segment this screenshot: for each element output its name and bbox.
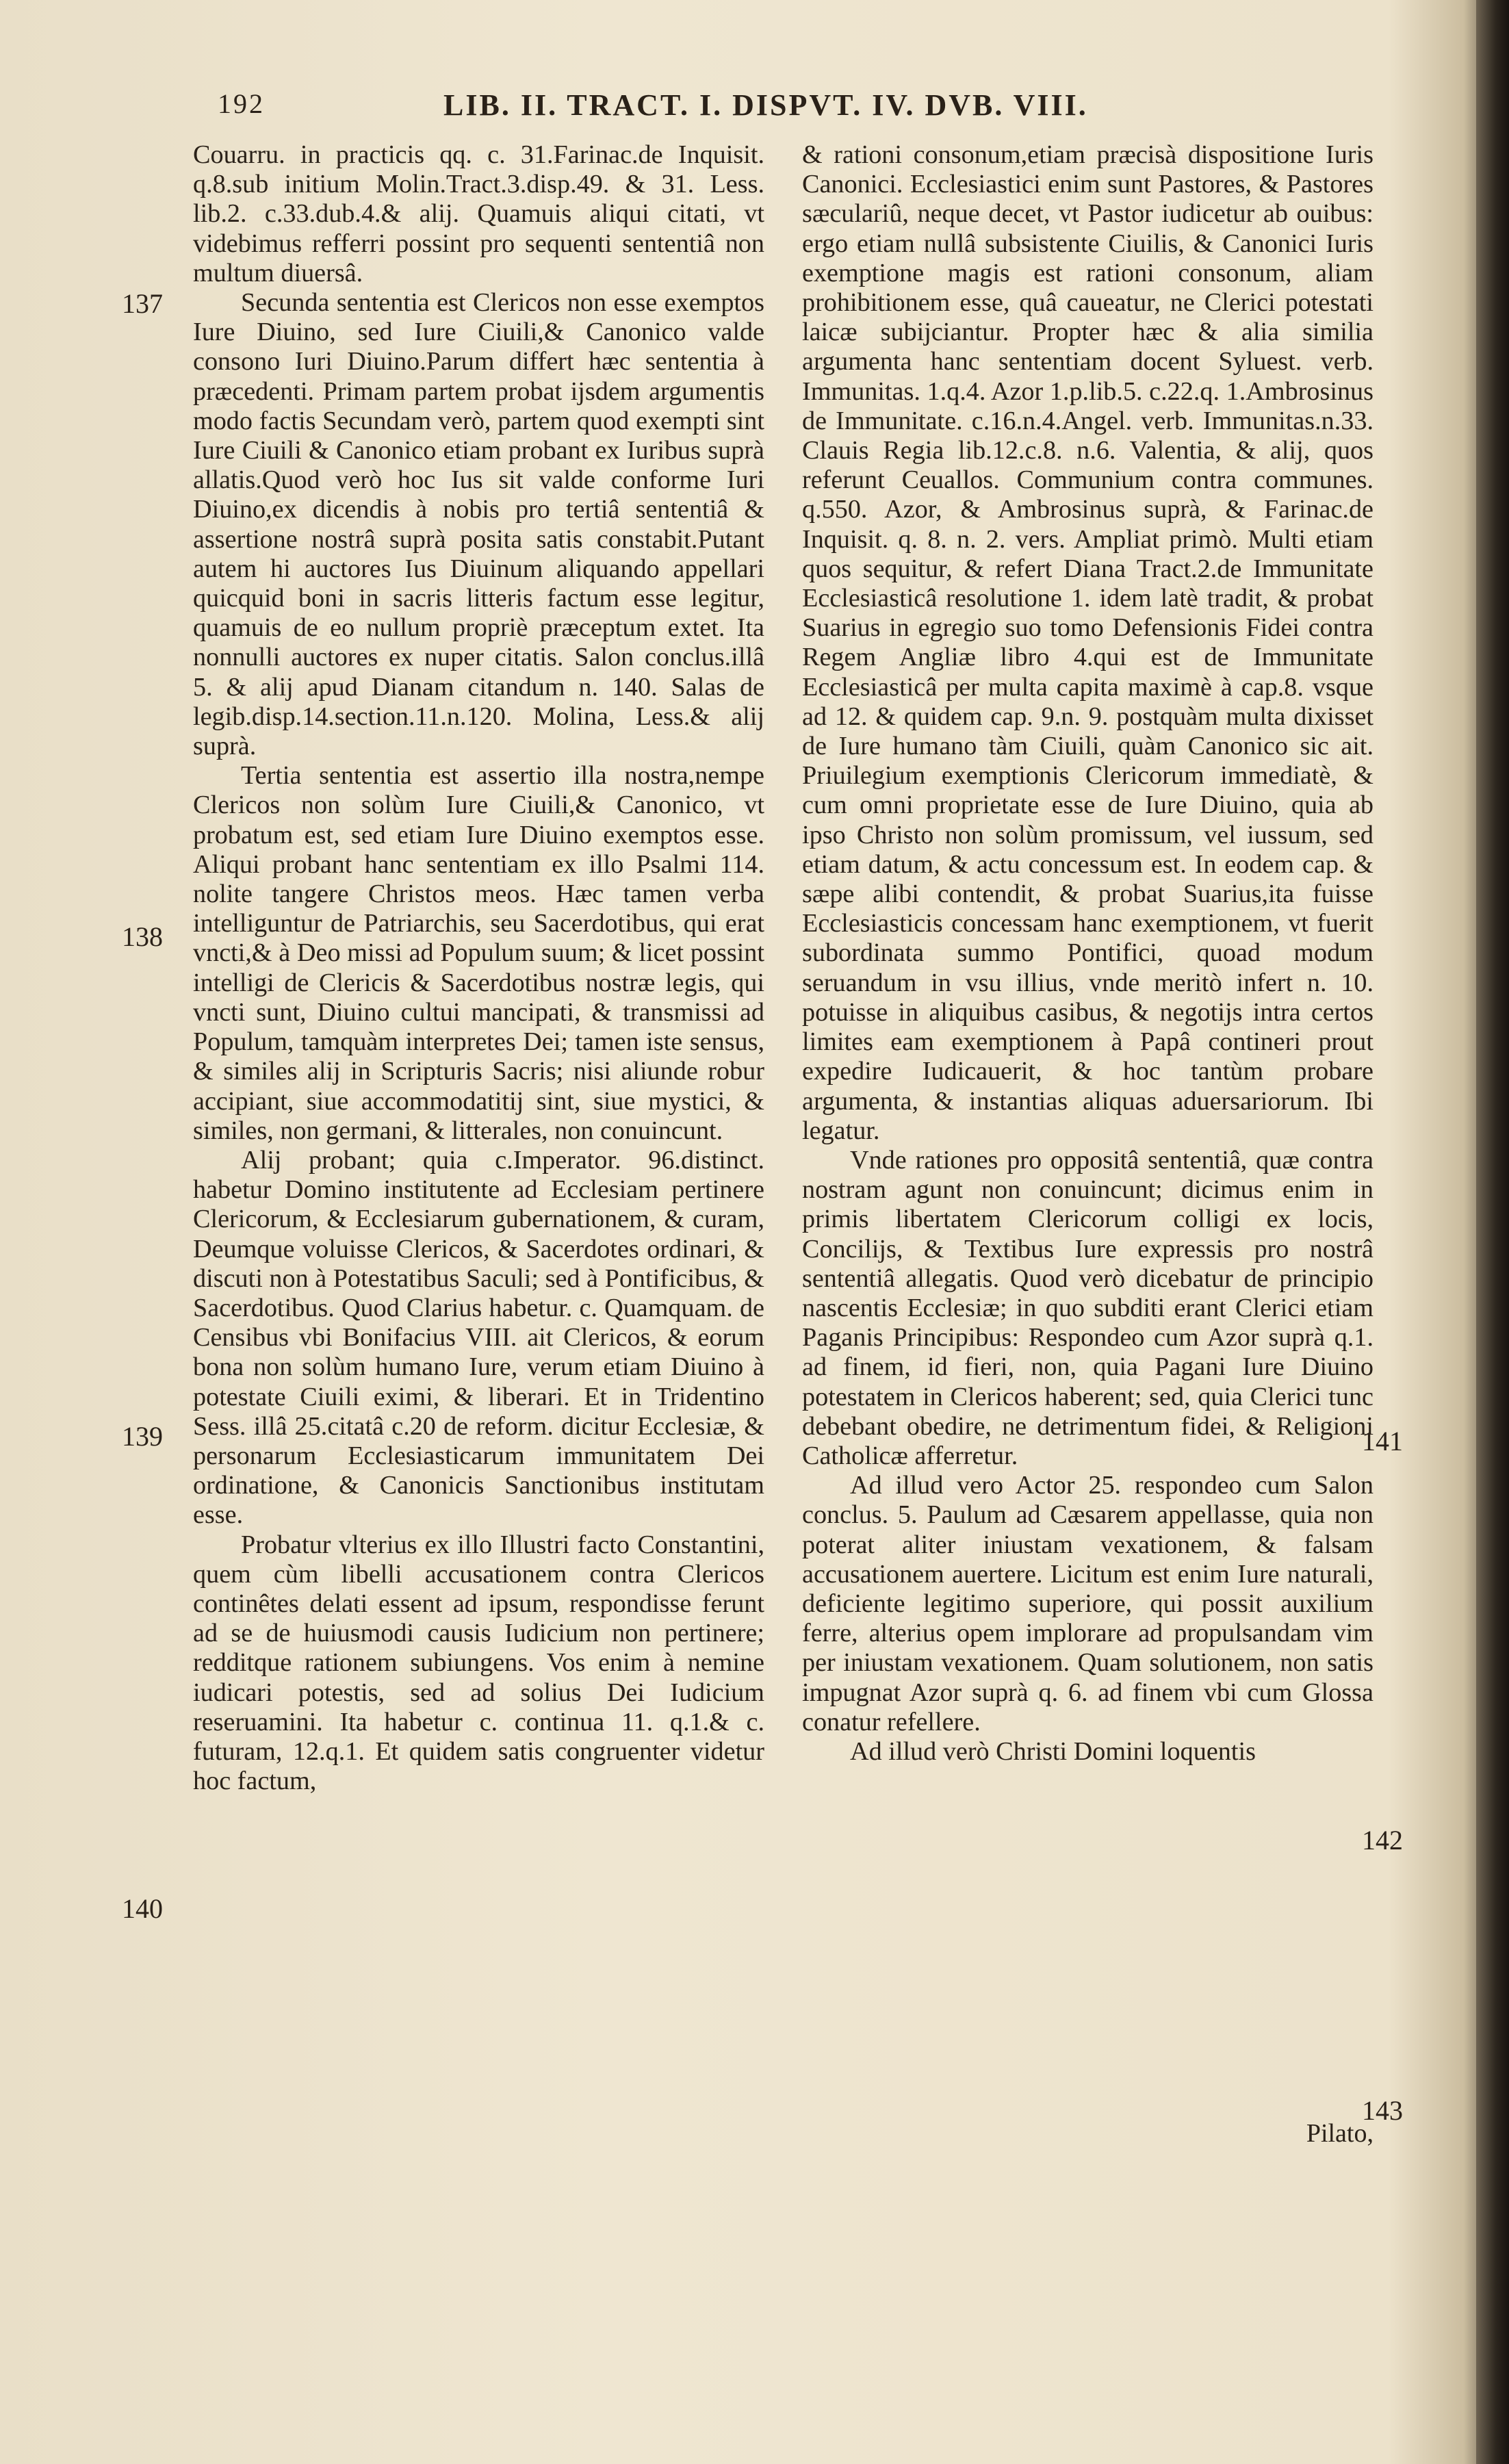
- paragraph: Couarru. in practicis qq. c. 31.Farinac.de Inquisit. q.8.sub initium Molin.Tract.3.disp.49. & 31. Less. lib.2. c.33.dub.4.& alij. Quamuis aliqui citati, vt videbimus refferri possint pro sequenti sententiâ non multum diuersâ.: [193, 140, 764, 287]
- paragraph: Secunda sententia est Clericos non esse exemptos Iure Diuino, sed Iure Ciuili,& Canonico valde consono Iuri Diuino.Parum differt hæc sententia à præcedenti. Primam partem probat ijsdem argumentis modo factis Secundam verò, partem quod exempti sint Iure Ciuili & Canonico etiam probant ex Iuribus suprà allatis.Quod verò hoc Ius sit valde conforme Iuri Diuino,ex dicendis à nobis pro tertiâ sententiâ & assertione nostrâ suprà posita satis constabit.Putant autem hi auctores Ius Diuinum aliquando appellari quicquid boni in sacris litteris factum esse legitur, quamuis de eo nullum propriè præceptum extet. Ita nonnulli auctores ex nuper citatis. Salon conclus.illâ 5. & alij apud Dianam citandum n. 140. Salas de legib.disp.14.section.11.n.120. Molina, Less.& alij suprà.: [193, 288, 764, 761]
- paragraph: Alij probant; quia c.Imperator. 96.distinct. habetur Domino institutente ad Ecclesiam pertinere Clericorum, & Ecclesiarum gubernationem, & curam, Deumque voluisse Clericos, & Sacerdotes ordinari, & discuti non à Potestatibus Saculi; sed à Pontificibus, & Sacerdotibus. Quod Clarius habetur. c. Quamquam. de Censibus vbi Bonifacius VIII. ait Clericos, & eorum bona non solùm humano Iure, verum etiam Diuino à potestate Ciuili eximi, & liberari. Et in Tridentino Sess. illâ 25.citatâ c.20 de reform. dicitur Ecclesiæ, & personarum Ecclesiasticarum immunitatem Dei ordinatione, & Canonicis Sanctionibus institutam esse.: [193, 1145, 764, 1530]
- margin-number: 143: [1362, 2095, 1403, 2126]
- paragraph: & rationi consonum,etiam præcisà dispositione Iuris Canonici. Ecclesiastici enim sunt Pastores, & Pastores sæculariû, neque decet, vt Pastor iudicetur ab ouibus: ergo etiam nullâ subsistente Ciuilis, & Canonici Iuris exemptione magis est rationi consonum, aliam prohibitionem esse, quâ caueatur, ne Clerici potestati laicæ subijciantur. Propter hæc & alia similia argumenta hanc sententiam docent Syluest. verb. Immunitas. 1.q.4. Azor 1.p.lib.5. c.22.q. 1.Ambrosinus de Immunitate. c.16.n.4.Angel. verb. Immunitas.n.33. Clauis Regia lib.12.c.8. n.6. Valentia, & alij, quos referunt Ceuallos. Communium contra communes. q.550. Azor, & Ambrosinus suprà, & Farinac.de Inquisit. q. 8. n. 2. vers. Ampliat primò. Multi etiam quos sequitur, & refert Diana Tract.2.de Immunitate Ecclesiasticâ resolutione 1. idem latè tradit, & probat Suarius in egregio suo tomo Defensionis Fidei contra Regem Angliæ libro 4.qui est de Immunitate Ecclesiasticâ per multa capita maximè à cap.8. vsque ad 12. & quidem cap. 9.n. 9. postquàm multa dixisset de Iure humano tàm Ciuili, quàm Canonico sic ait. Priuilegium exemptionis Clericorum immediatè, & cum omni proprietate esse de Iure Diuino, quia ab ipso Christo non solùm promissum, vel iussum, sed etiam datum, & actu concessum est. In eodem cap. & sæpe alibi contendit, & probat Suarius,ita fuisse Ecclesiasticis concessam hanc exemptionem, vt fuerit subordinata summo Pontifici, quoad modum seruandum in vsu illius, vnde meritò infert n. 10. potuisse in aliquibus casibus, & negotijs intra certos limites eam exemptionem à Papâ contineri prout expedire Iudicauerit, & hoc tantùm probare argumenta, & instantias aliquas aduersariorum. Ibi legatur.: [802, 140, 1373, 1145]
- margin-number: 138: [122, 921, 163, 952]
- paragraph: Ad illud vero Actor 25. respondeo cum Salon conclus. 5. Paulum ad Cæsarem appellasse, quia non poterat aliter iniustam vexationem, & falsam accusationem auertere. Licitum est enim Iure naturali, deficiente legitimo superiore, qui possit auxilium ferre, alterius opem implorare ad propulsandam vim per iniustam vexationem. Quam solutionem, non satis impugnat Azor suprà q. 6. ad finem vbi cum Glossa conatur refellere.: [802, 1471, 1373, 1736]
- running-title: LIB. II. TRACT. I. DISPVT. IV. DVB. VIII.: [443, 88, 1088, 122]
- margin-number: 142: [1362, 1825, 1403, 1856]
- running-header: [218, 81, 1244, 136]
- paragraph: Probatur vlterius ex illo Illustri facto Constantini, quem cùm libelli accusationem contra Clericos continêtes delati essent ad ipsum, respondisse ferunt ad se de huiusmodi causis Iudicium non pertinere; redditque rationem subiungens. Vos enim à nemine iudicari potestis, sed ad solius Dei Iudicium reseruamini. Ita habetur c. continua 11. q.1.& c. futuram, 12.q.1. Et quidem satis congruenter videtur hoc factum,: [193, 1530, 764, 1796]
- margin-number: 141: [1362, 1426, 1403, 1456]
- left-column: [193, 140, 764, 1796]
- right-column: [802, 140, 1373, 1767]
- margin-number: 137: [122, 288, 163, 319]
- paragraph: Ad illud verò Christi Domini loquentis: [850, 1736, 1256, 1766]
- book-spine: [1476, 0, 1509, 2464]
- paragraph: Vnde rationes pro oppositâ sententiâ, quæ contra nostram agunt non conuincunt; dicimus enim in primis libertatem Clericorum colligi ex locis, Concilijs, & Textibus Iure expressis pro nostrâ sententiâ allegatis. Quod verò dicebatur de principio nascentis Ecclesiæ; in quo subditi erant Clerici etiam Paganis Principibus: Respondeo cum Azor suprà q.1. ad finem, id fieri, non, quia Pagani Iure Diuino potestatem in Clericos haberent; sed, quia Clerici tunc debebant obedire, ne detrimentum fidei, & Religioni Catholicæ afferretur.: [802, 1145, 1373, 1470]
- margin-number: 140: [122, 1893, 163, 1924]
- catchword: Pilato,: [1306, 2119, 1373, 2148]
- page-number: 192: [218, 88, 265, 119]
- paragraph: Tertia sententia est assertio illa nostra,nempe Clericos non solùm Iure Ciuili,& Canonico, vt probatum est, sed etiam Iure Diuino exemptos esse. Aliqui probant hanc sententiam ex illo Psalmi 114. nolite tangere Christos meos. Hæc tamen verba intelliguntur de Patriarchis, seu Sacerdotibus, qui erat vncti,& à Deo missi ad Populum suum; & licet possint intelligi de Clericis & Sacerdotibus nostræ legis, qui vncti sunt, Diuino cultui mancipati, & transmissi ad Populum, tamquàm interpretes Dei; tamen iste sensus, & similes alij in Scripturis Sacris; nisi aliunde robur accipiant, siue accommodatitij sint, siue mystici, & similes, non germani, & litterales, non conuincunt.: [193, 761, 764, 1145]
- margin-number: 139: [122, 1421, 163, 1452]
